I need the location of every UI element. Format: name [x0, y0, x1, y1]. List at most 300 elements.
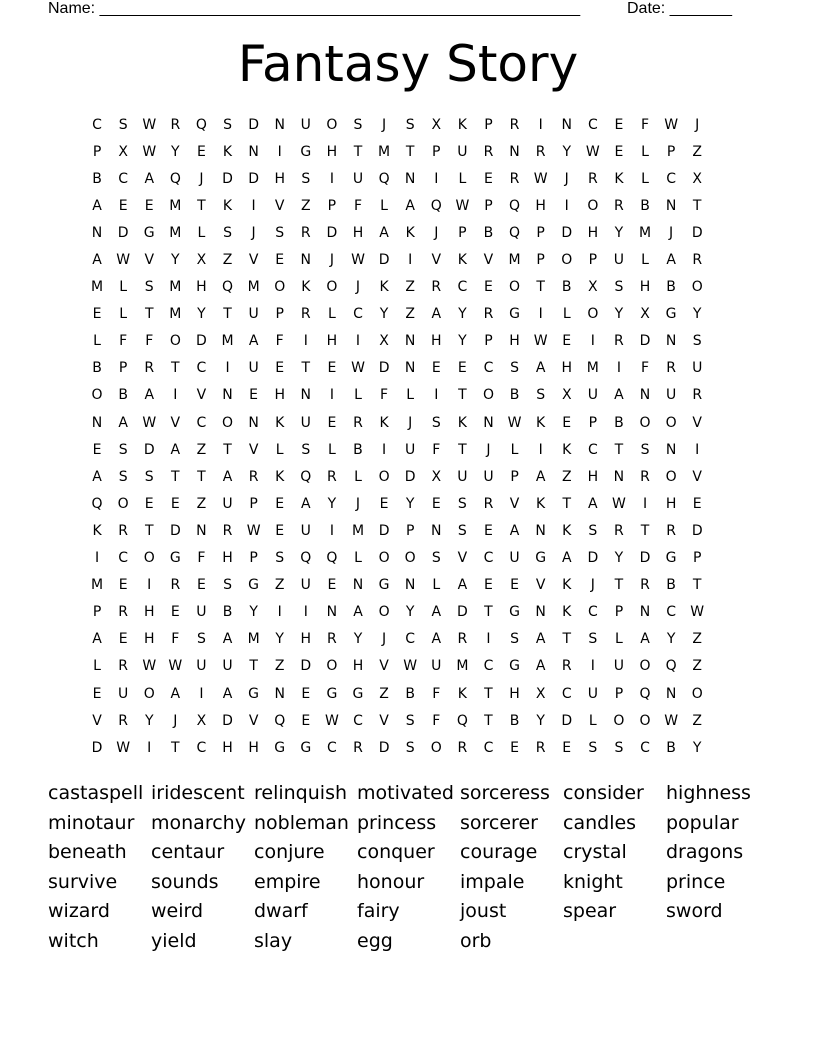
grid-letter: S [223, 116, 232, 133]
grid-letter: T [223, 441, 232, 458]
grid-letter: S [510, 631, 519, 648]
grid-letter: N [665, 197, 677, 214]
grid-letter: T [197, 197, 206, 214]
grid-letter: K [614, 170, 624, 187]
word-list-item: consider [563, 782, 644, 804]
grid-letter: E [510, 577, 519, 594]
word-list-item: motivated [357, 782, 454, 804]
grid-letter: F [197, 550, 206, 567]
grid-letter: R [118, 658, 128, 675]
grid-letter: W [351, 252, 365, 269]
grid-letter: I [147, 577, 152, 594]
grid-letter: R [431, 279, 442, 296]
grid-letter: I [94, 550, 100, 567]
grid-letter: C [196, 360, 207, 377]
grid-letter: E [92, 441, 102, 458]
grid-letter: A [92, 252, 102, 269]
grid-letter: D [378, 739, 390, 756]
grid-letter: T [144, 522, 154, 539]
grid-letter: U [587, 685, 598, 702]
grid-letter: M [169, 279, 182, 296]
word-list-item: fairy [357, 900, 400, 923]
grid-letter: I [199, 685, 204, 702]
grid-letter: B [92, 170, 102, 187]
grid-letter: E [170, 495, 180, 512]
grid-letter: R [118, 604, 128, 621]
word-list-item: sounds [151, 870, 219, 893]
grid-letter: R [614, 522, 624, 539]
grid-letter: A [118, 414, 128, 431]
grid-letter: R [692, 252, 703, 269]
grid-letter: Q [300, 468, 312, 485]
grid-letter: T [692, 197, 702, 214]
grid-letter: T [692, 577, 702, 594]
grid-letter: C [327, 739, 337, 756]
word-list-item: crystal [563, 841, 627, 864]
grid-letter: Q [509, 197, 521, 214]
grid-letter: U [613, 658, 625, 675]
grid-letter: B [509, 712, 520, 729]
grid-letter: S [614, 279, 624, 296]
grid-letter: N [404, 360, 416, 377]
grid-letter: E [118, 631, 128, 648]
grid-letter: Y [171, 252, 180, 269]
word-list-item: orb [460, 929, 492, 952]
grid-letter: Z [222, 252, 233, 269]
grid-letter: U [222, 495, 233, 512]
grid-letter: V [144, 252, 155, 269]
grid-letter: U [692, 360, 703, 377]
word-list-item: egg [357, 929, 393, 952]
grid-letter: W [455, 197, 470, 214]
grid-letter: Y [405, 604, 415, 621]
grid-letter: Y [536, 712, 545, 729]
grid-letter: F [380, 387, 389, 404]
grid-letter: I [408, 252, 413, 269]
grid-letter: K [222, 197, 233, 214]
grid-letter: A [170, 685, 181, 702]
grid-letter: U [405, 441, 416, 458]
grid-letter: V [92, 712, 102, 729]
grid-letter: D [326, 224, 338, 241]
grid-letter: C [483, 550, 494, 567]
grid-letter: E [562, 739, 572, 756]
grid-letter: I [486, 631, 491, 648]
grid-letter: J [382, 631, 387, 648]
word-list-item: wizard [48, 900, 110, 923]
grid-letter: S [405, 739, 415, 756]
grid-letter: R [509, 116, 520, 133]
grid-letter: T [353, 143, 363, 160]
grid-letter: A [535, 468, 546, 485]
grid-letter: V [431, 252, 442, 269]
grid-letter: I [277, 604, 282, 621]
grid-letter: A [431, 604, 442, 621]
grid-letter: Q [665, 658, 677, 675]
grid-letter: P [249, 495, 258, 512]
grid-letter: K [405, 224, 415, 241]
grid-letter: U [352, 170, 364, 187]
grid-letter: S [144, 468, 154, 485]
grid-letter: Q [274, 712, 286, 729]
grid-letter: C [196, 414, 207, 431]
word-list-item: witch [48, 929, 99, 952]
grid-letter: K [536, 414, 546, 431]
grid-letter: T [144, 306, 154, 323]
grid-letter: C [483, 360, 494, 377]
grid-letter: B [92, 360, 102, 377]
grid-letter: F [432, 712, 441, 729]
name-field-label: Name: ______________________________________________________ [48, 0, 581, 17]
grid-letter: D [169, 522, 181, 539]
word-list-item: beneath [48, 841, 127, 864]
word-list-item: spear [563, 900, 617, 923]
grid-letter: U [300, 522, 311, 539]
grid-letter: N [91, 224, 103, 241]
grid-letter: I [538, 116, 543, 133]
grid-letter: R [457, 631, 468, 648]
grid-letter: L [197, 224, 206, 241]
word-list-item: popular [666, 811, 739, 834]
grid-letter: I [303, 333, 308, 350]
grid-letter: H [196, 279, 207, 296]
grid-letter: T [614, 577, 624, 594]
grid-letter: E [118, 577, 128, 594]
grid-letter: Y [692, 306, 702, 323]
grid-letter: Z [301, 197, 311, 214]
grid-letter: T [536, 279, 545, 296]
grid-letter: N [535, 604, 546, 621]
grid-letter: V [509, 495, 520, 512]
grid-letter: F [432, 441, 441, 458]
grid-letter: N [665, 441, 677, 458]
grid-letter: L [327, 441, 336, 458]
grid-letter: J [355, 279, 361, 296]
grid-letter: D [404, 468, 416, 485]
grid-letter: U [457, 468, 468, 485]
grid-letter: X [588, 279, 598, 296]
grid-letter: V [692, 468, 702, 485]
grid-letter: S [536, 387, 546, 404]
grid-letter: U [248, 306, 259, 323]
grid-letter: L [354, 387, 362, 404]
grid-letter: L [458, 170, 467, 187]
grid-letter: H [352, 658, 364, 675]
grid-letter: J [382, 116, 387, 133]
grid-letter: A [535, 631, 546, 648]
grid-letter: N [535, 522, 546, 539]
grid-letter: I [355, 333, 361, 350]
grid-letter: H [639, 279, 651, 296]
grid-letter: C [483, 658, 494, 675]
grid-letter: P [588, 414, 598, 431]
grid-letter: C [587, 604, 598, 621]
grid-letter: W [664, 712, 679, 729]
grid-letter: O [378, 468, 390, 485]
grid-letter: S [275, 224, 285, 241]
grid-letter: U [613, 252, 625, 269]
grid-letter: S [405, 116, 415, 133]
grid-letter: N [431, 522, 442, 539]
grid-letter: R [170, 116, 181, 133]
grid-letter: V [248, 441, 259, 458]
grid-letter: G [248, 577, 260, 594]
grid-letter: Z [692, 631, 702, 648]
grid-letter: L [327, 306, 336, 323]
grid-letter: I [564, 197, 569, 214]
grid-letter: D [248, 116, 259, 133]
grid-letter: E [614, 143, 624, 160]
grid-letter: E [301, 712, 311, 729]
grid-letter: H [326, 143, 338, 160]
grid-letter: P [614, 604, 624, 621]
grid-letter: S [692, 333, 702, 350]
grid-letter: E [431, 495, 441, 512]
grid-letter: I [616, 360, 621, 377]
grid-letter: G [300, 143, 312, 160]
grid-letter: Y [327, 495, 337, 512]
word-list-item: minotaur [48, 811, 135, 834]
grid-letter: B [666, 577, 676, 594]
grid-letter: V [379, 712, 389, 729]
grid-letter: Y [197, 306, 206, 323]
grid-letter: Y [614, 550, 624, 567]
grid-letter: O [143, 550, 155, 567]
grid-letter: X [431, 468, 442, 485]
grid-letter: E [170, 604, 180, 621]
letter-grid [84, 111, 710, 761]
grid-letter: T [484, 604, 493, 621]
grid-letter: V [692, 414, 702, 431]
grid-letter: H [143, 604, 155, 621]
grid-letter: V [248, 712, 259, 729]
word-list-item: relinquish [254, 782, 348, 804]
grid-letter: W [116, 739, 131, 756]
grid-letter: E [692, 495, 702, 512]
grid-letter: K [562, 604, 572, 621]
grid-letter: K [379, 279, 389, 296]
grid-letter: Z [274, 658, 285, 675]
grid-letter: M [169, 197, 182, 214]
grid-letter: Y [171, 143, 180, 160]
grid-letter: E [484, 170, 493, 187]
grid-letter: H [222, 739, 233, 756]
grid-letter: P [327, 197, 337, 214]
grid-letter: U [196, 658, 207, 675]
grid-letter: D [561, 712, 573, 729]
grid-letter: U [509, 550, 520, 567]
grid-letter: R [483, 495, 494, 512]
grid-letter: W [142, 414, 157, 431]
grid-letter: C [587, 441, 598, 458]
grid-letter: R [614, 197, 624, 214]
grid-letter: D [117, 224, 129, 241]
grid-letter: O [404, 550, 416, 567]
grid-letter: Y [405, 495, 415, 512]
grid-letter: O [222, 414, 234, 431]
grid-letter: R [118, 522, 128, 539]
grid-letter: J [408, 414, 413, 431]
grid-letter: N [639, 604, 651, 621]
grid-letter: X [692, 170, 702, 187]
grid-letter: J [199, 170, 204, 187]
grid-letter: E [275, 360, 285, 377]
grid-letter: X [196, 712, 207, 729]
grid-letter: E [92, 306, 102, 323]
grid-letter: Z [274, 577, 285, 594]
grid-letter: P [458, 224, 467, 241]
grid-letter: O [691, 685, 703, 702]
grid-letter: Q [378, 170, 390, 187]
grid-letter: I [642, 495, 648, 512]
grid-letter: N [91, 414, 103, 431]
word-list-item: weird [151, 900, 204, 923]
grid-letter: U [248, 360, 259, 377]
grid-letter: N [352, 577, 364, 594]
grid-letter: A [92, 468, 102, 485]
grid-letter: I [695, 441, 700, 458]
grid-letter: I [329, 170, 334, 187]
grid-letter: B [640, 197, 650, 214]
grid-letter: A [144, 387, 155, 404]
grid-letter: G [509, 658, 520, 675]
grid-letter: M [221, 333, 234, 350]
grid-letter: T [484, 712, 493, 729]
grid-letter: I [538, 306, 543, 323]
word-list-item: knight [563, 870, 623, 893]
grid-letter: O [665, 468, 677, 485]
grid-letter: G [352, 685, 364, 702]
grid-letter: H [509, 333, 520, 350]
grid-letter: T [484, 685, 493, 702]
grid-letter: R [353, 414, 363, 431]
grid-letter: P [692, 550, 702, 567]
grid-letter: S [431, 414, 441, 431]
grid-letter: C [587, 116, 598, 133]
grid-letter: W [324, 712, 339, 729]
grid-letter: U [300, 577, 311, 594]
grid-letter: I [329, 387, 334, 404]
grid-letter: A [431, 306, 442, 323]
grid-letter: Q [509, 224, 521, 241]
grid-letter: P [536, 224, 545, 241]
grid-letter: F [640, 360, 650, 377]
grid-letter: R [535, 739, 546, 756]
grid-letter: R [248, 468, 259, 485]
grid-letter: D [91, 739, 103, 756]
grid-letter: D [639, 333, 651, 350]
word-list-item: slay [254, 929, 293, 952]
grid-letter: T [405, 143, 415, 160]
word-list-item: conquer [357, 841, 435, 864]
grid-letter: S [144, 279, 154, 296]
grid-letter: M [456, 658, 469, 675]
grid-letter: V [170, 414, 181, 431]
grid-letter: K [457, 685, 467, 702]
grid-letter: W [116, 252, 131, 269]
grid-letter: Y [379, 306, 389, 323]
grid-letter: L [641, 143, 649, 160]
grid-letter: Z [692, 712, 702, 729]
grid-letter: R [222, 522, 233, 539]
grid-letter: H [561, 360, 572, 377]
grid-letter: K [379, 414, 389, 431]
grid-letter: K [275, 414, 285, 431]
grid-letter: S [588, 522, 598, 539]
grid-letter: N [300, 387, 312, 404]
grid-letter: B [509, 387, 520, 404]
grid-letter: W [351, 360, 365, 377]
grid-letter: L [380, 197, 388, 214]
grid-letter: E [484, 522, 493, 539]
grid-letter: H [535, 197, 546, 214]
grid-letter: C [353, 306, 363, 323]
grid-letter: N [639, 387, 651, 404]
grid-letter: R [144, 360, 155, 377]
grid-letter: H [274, 170, 285, 187]
grid-letter: T [458, 387, 467, 404]
grid-letter: J [173, 712, 178, 729]
grid-letter: C [118, 550, 129, 567]
grid-letter: C [483, 739, 494, 756]
grid-letter: P [92, 604, 102, 621]
grid-letter: C [640, 739, 650, 756]
grid-letter: K [301, 279, 311, 296]
grid-letter: O [117, 495, 129, 512]
grid-letter: U [300, 414, 311, 431]
grid-letter: O [482, 387, 494, 404]
grid-letter: W [142, 658, 157, 675]
grid-letter: O [430, 739, 442, 756]
grid-letter: V [274, 197, 285, 214]
grid-letter: P [536, 252, 545, 269]
grid-letter: O [326, 279, 338, 296]
grid-letter: H [274, 387, 285, 404]
grid-letter: X [535, 685, 546, 702]
grid-letter: N [404, 333, 416, 350]
grid-letter: B [118, 387, 128, 404]
grid-letter: W [246, 522, 261, 539]
grid-letter: F [275, 333, 284, 350]
word-list-item: dragons [666, 841, 744, 864]
grid-letter: C [666, 170, 676, 187]
grid-letter: R [614, 333, 624, 350]
grid-letter: Z [379, 685, 389, 702]
grid-letter: C [196, 739, 207, 756]
grid-letter: T [197, 468, 206, 485]
grid-letter: H [248, 739, 259, 756]
word-list-item: survive [48, 870, 118, 893]
grid-letter: O [509, 279, 521, 296]
grid-letter: N [248, 143, 259, 160]
grid-letter: D [248, 170, 259, 187]
grid-letter: O [378, 550, 390, 567]
grid-letter: R [118, 712, 128, 729]
grid-letter: C [666, 604, 676, 621]
grid-letter: O [561, 252, 573, 269]
grid-letter: N [404, 170, 416, 187]
grid-letter: V [248, 252, 259, 269]
grid-letter: O [378, 604, 390, 621]
grid-letter: D [561, 224, 573, 241]
grid-letter: L [588, 712, 597, 729]
grid-letter: N [326, 604, 338, 621]
grid-letter: T [171, 739, 180, 756]
grid-letter: J [251, 224, 256, 241]
grid-letter: O [665, 414, 677, 431]
grid-letter: L [432, 577, 441, 594]
word-list-item: candles [563, 811, 637, 834]
